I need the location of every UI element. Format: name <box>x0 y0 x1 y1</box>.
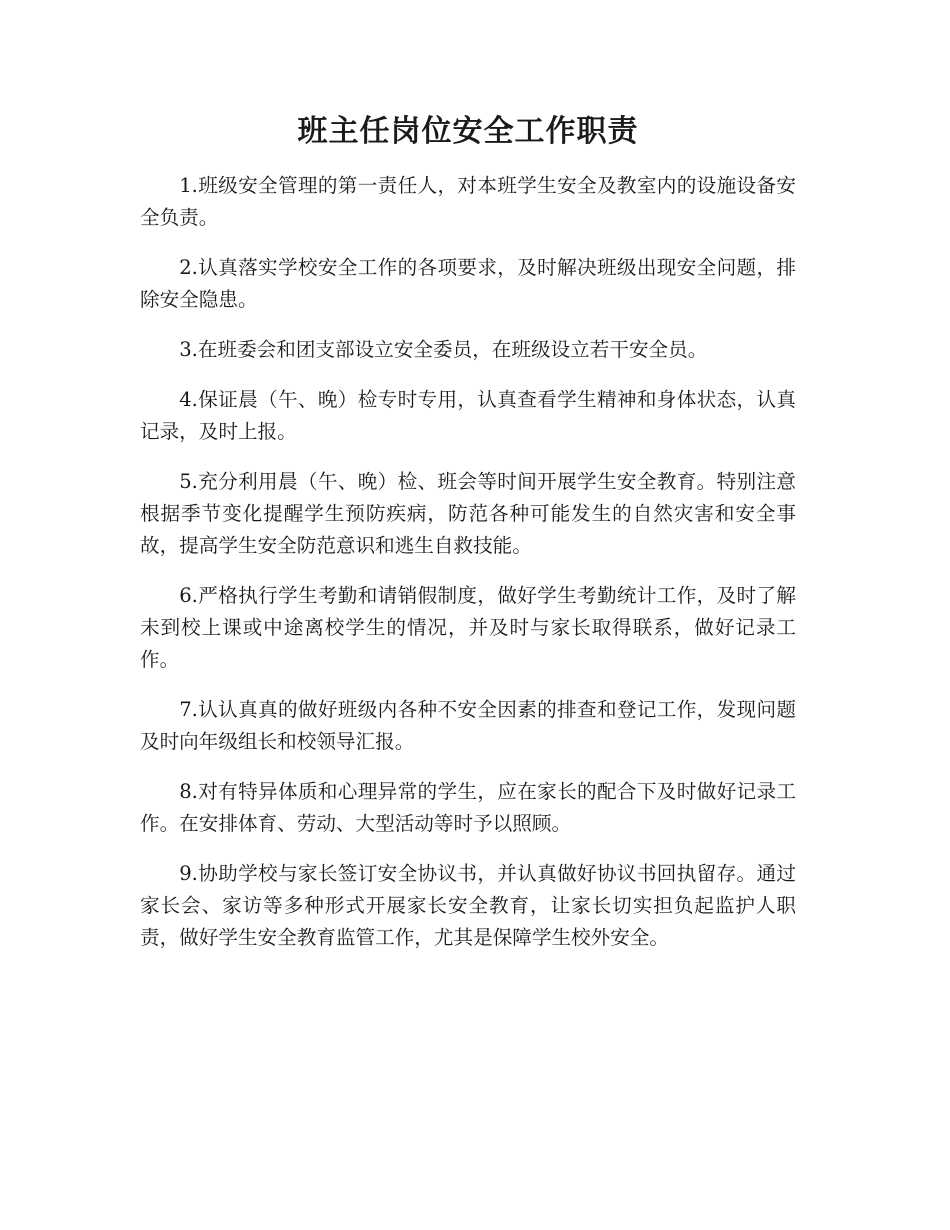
duty-item-8: 8.对有特异体质和心理异常的学生，应在家长的配合下及时做好记录工作。在安排体育、劳动、大型活动等时予以照顾。 <box>140 780 796 835</box>
duty-item-1: 1.班级安全管理的第一责任人，对本班学生安全及教室内的设施设备安全负责。 <box>140 174 796 229</box>
duty-item-6: 6.严格执行学生考勤和请销假制度，做好学生考勤统计工作，及时了解未到校上课或中途离校学生的情况，并及时与家长取得联系，做好记录工作。 <box>140 584 796 671</box>
duty-item-5: 5.充分利用晨（午、晚）检、班会等时间开展学生安全教育。特别注意根据季节变化提醒学生预防疾病，防范各种可能发生的自然灾害和安全事故，提高学生安全防范意识和逃生自救技能。 <box>140 470 796 557</box>
duty-item-7: 7.认认真真的做好班级内各种不安全因素的排查和登记工作，发现问题及时向年级组长和校领导汇报。 <box>140 698 796 753</box>
document-title: 班主任岗位安全工作职责 <box>297 114 639 149</box>
duty-item-9: 9.协助学校与家长签订安全协议书，并认真做好协议书回执留存。通过家长会、家访等多种形式开展家长安全教育，让家长切实担负起监护人职责，做好学生安全教育监管工作，尤其是保障学生校外安全。 <box>140 862 796 949</box>
duty-item-2: 2.认真落实学校安全工作的各项要求，及时解决班级出现安全问题，排除安全隐患。 <box>140 256 796 311</box>
duty-item-4: 4.保证晨（午、晚）检专时专用，认真查看学生精神和身体状态，认真记录，及时上报。 <box>140 388 796 443</box>
duty-item-3: 3.在班委会和团支部设立安全委员，在班级设立若干安全员。 <box>179 338 708 361</box>
document-page <box>140 106 796 972</box>
